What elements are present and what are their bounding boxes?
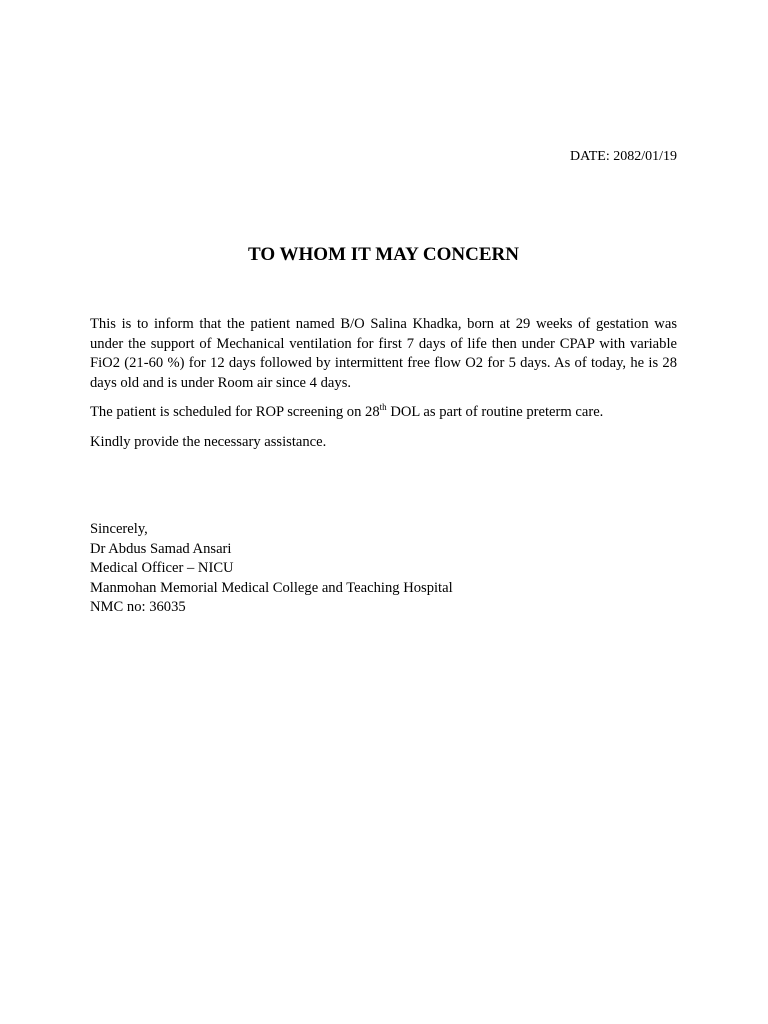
body-paragraph-1: This is to inform that the patient named B/O Salina Khadka, born at 29 weeks of gestation was under the support of Mechanical ventilation for first 7 days of life then under CPAP with variable FiO2 (21-60 %) for 12 days followed by intermittent free flow O2 for 5 days. As of today, he is 28 days old and is under Room air since 4 days. xyxy=(90,316,677,391)
letter-body xyxy=(90,315,677,462)
rop-screening-text: The patient is scheduled for ROP screening on 28 xyxy=(90,404,380,420)
body-paragraph-3: Kindly provide the necessary assistance. xyxy=(90,433,327,450)
ordinal-superscript: th xyxy=(379,402,387,413)
signatory-institution: Manmohan Memorial Medical College and Teaching Hospital xyxy=(90,579,453,596)
letter-heading: TO WHOM IT MAY CONCERN xyxy=(248,244,519,265)
body-paragraph-2 xyxy=(90,403,677,423)
closing-line: Sincerely, xyxy=(90,521,148,537)
signature-block xyxy=(90,520,677,618)
rop-screening-text-end: DOL as part of routine preterm care. xyxy=(386,404,604,420)
signatory-name: Dr Abdus Samad Ansari xyxy=(90,540,232,557)
signatory-registration: NMC no: 36035 xyxy=(90,599,186,615)
letter-date: DATE: 2082/01/19 xyxy=(570,149,677,164)
signatory-title: Medical Officer – NICU xyxy=(90,560,234,576)
